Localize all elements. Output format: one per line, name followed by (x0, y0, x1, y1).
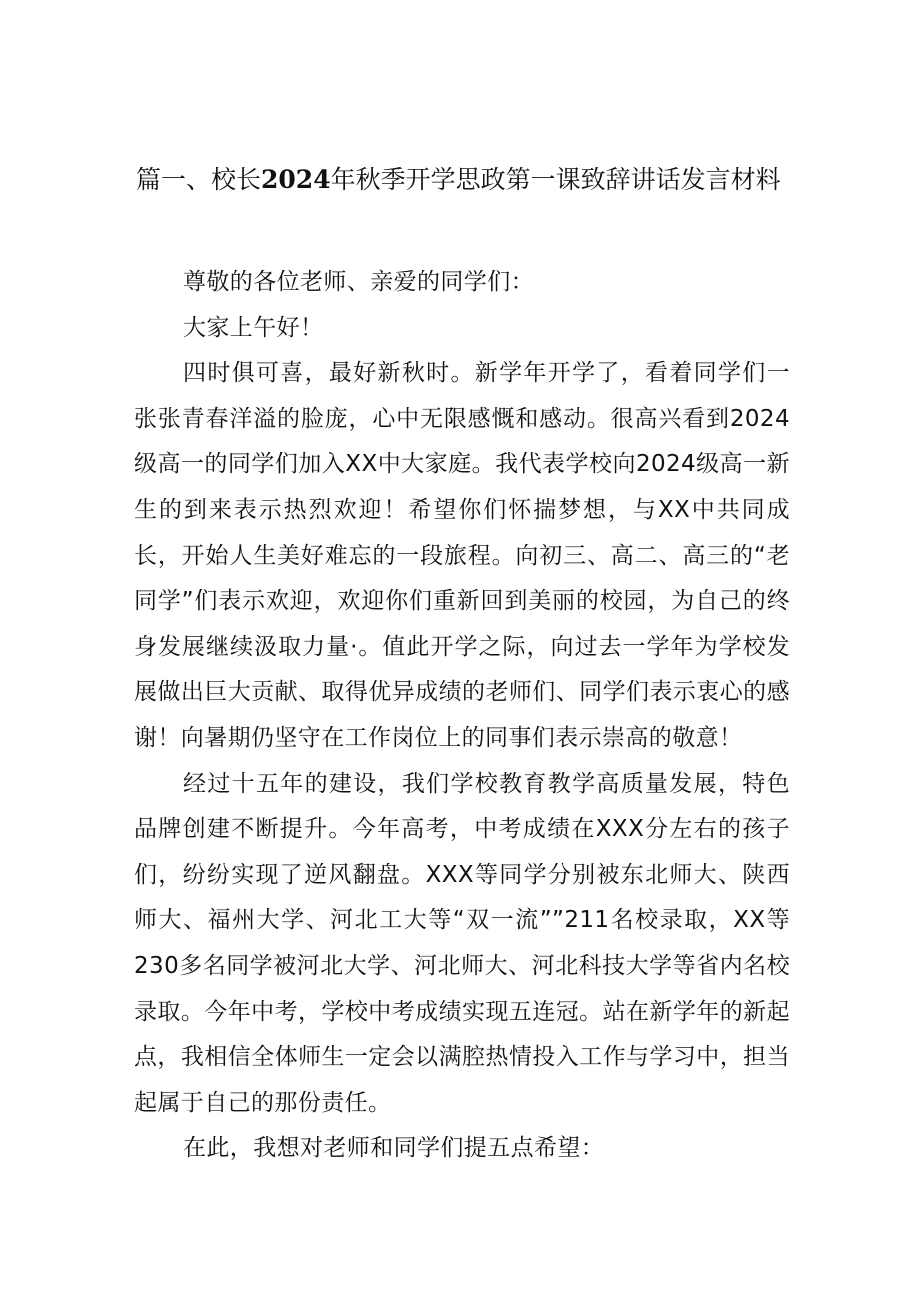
salutation: 尊敬的各位老师、亲爱的同学们： (183, 269, 534, 295)
paragraph-welcome: 四时俱可喜，最好新秋时。新学年开学了，看着同学们一张张青春洋溢的脸庞，心中无限感慨和感动。很高兴看到2024级高一的同学们加入XX中大家庭。我代表学校向2024级高一新生的到来表示热烈欢迎！希望你们怀揣梦想，与XX中共同成长，开始人生美好难忘的一段旅程。向初三、高二、高三的“老同学”们表示欢迎，欢迎你们重新回到美丽的校园，为自己的终身发展继续汲取力量·。值此开学之际，向过去一学年为学校发展做出巨大贡献、取得优异成绩的老师们、同学们表示衷心的感谢！向暑期仍坚守在工作岗位上的同事们表示崇高的敬意！ (134, 360, 791, 751)
title-suffix: 年秋季开学思政第一课致辞讲话发言材料 (330, 165, 781, 194)
title-prefix: 篇一、校长 (136, 165, 262, 194)
title-year: 2024 (261, 165, 331, 194)
greeting: 大家上午好！ (183, 314, 324, 341)
paragraph-achievements: 经过十五年的建设，我们学校教育教学高质量发展，特色品牌创建不断提升。今年高考，中考成绩在XXX分左右的孩子们，纷纷实现了逆风翻盘。XXX等同学分别被东北师大、陕西师大、福州大学、河北工大等“双一流””211名校录取，XX等230多名同学被河北大学、河北师大、河北科技大学等省内名校录取。今年中考，学校中考成绩实现五连冠。站在新学年的新起点，我相信全体师生一定会以满腔热情投入工作与学习中，担当起属于自己的那份责任。 (134, 770, 790, 1116)
paragraph-hopes-intro: 在此，我想对老师和同学们提五点希望： (183, 1135, 605, 1162)
document-body (134, 260, 790, 1172)
document-title (136, 160, 836, 200)
